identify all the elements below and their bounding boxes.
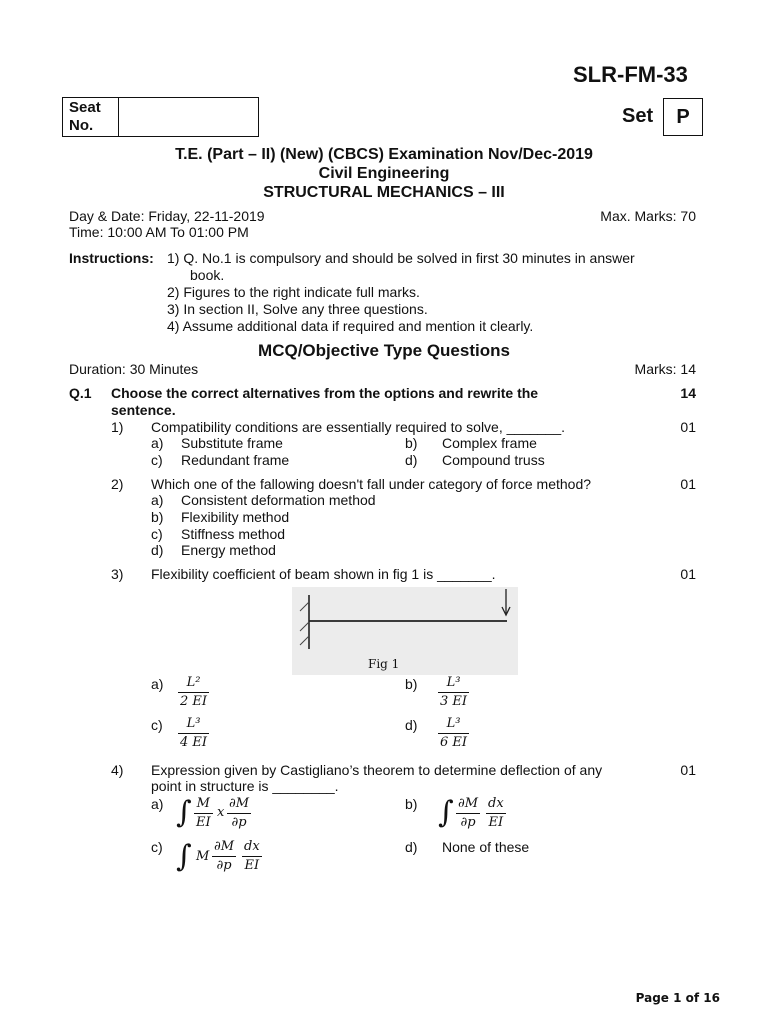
- question-2-option-b-label: b): [151, 509, 164, 525]
- question-3-option-b-fraction: [438, 674, 469, 711]
- seat-label-line2: No.: [69, 117, 94, 134]
- question-4-option-c-fraction-1: [212, 838, 236, 875]
- question-3-option-c-fraction: [178, 715, 209, 752]
- fraction-numerator: dx: [244, 839, 260, 854]
- section-heading: MCQ/Objective Type Questions: [258, 341, 510, 360]
- question-2-text: Which one of the fallowing doesn't fall under category of force method?: [151, 476, 592, 492]
- fraction-numerator: ∂M: [214, 839, 235, 854]
- q1-marks: 14: [680, 385, 696, 401]
- fraction-denominator: 6 EI: [440, 735, 468, 750]
- question-1-marks: 01: [680, 419, 696, 435]
- moment-m: M: [196, 849, 210, 864]
- cantilever-figure: [292, 587, 518, 675]
- fraction-denominator: ∂p: [456, 813, 480, 832]
- support-hatch-3: [300, 636, 309, 645]
- fraction-denominator: ∂p: [212, 856, 236, 875]
- set-label: Set: [622, 105, 654, 127]
- question-4-number: 4): [111, 762, 124, 778]
- question-4-option-b-fraction-1: [456, 795, 480, 832]
- fraction-denominator: 3 EI: [440, 694, 468, 709]
- multiply-x: x: [217, 805, 225, 820]
- question-4-option-a-fraction-1: [194, 795, 213, 832]
- max-marks: Max. Marks: 70: [600, 208, 696, 224]
- question-3-text: Flexibility coefficient of beam shown in fig 1 is _______.: [151, 566, 496, 582]
- question-1-text: Compatibility conditions are essentially required to solve, _______.: [151, 419, 566, 435]
- department-title: Civil Engineering: [318, 165, 450, 182]
- q1-text-line1: Choose the correct alternatives from the options and rewrite the: [111, 385, 539, 401]
- fraction-denominator: ∂p: [227, 813, 251, 832]
- seat-number-box: [62, 97, 259, 137]
- set-value-box: [663, 98, 703, 136]
- question-2-option-a: Consistent deformation method: [181, 492, 376, 508]
- question-2-marks: 01: [680, 476, 696, 492]
- section-duration: Duration: 30 Minutes: [69, 361, 199, 377]
- support-hatch-1: [300, 602, 309, 611]
- question-4-option-c-fraction-2: [242, 838, 262, 875]
- question-2-number: 2): [111, 476, 124, 492]
- page-number: Page 1 of 16: [635, 991, 720, 1005]
- question-2-option-c: Stiffness method: [181, 526, 286, 542]
- instruction-1-cont: book.: [190, 267, 225, 283]
- cantilever-beam-diagram: [292, 587, 518, 675]
- question-3-option-c-label: c): [151, 717, 163, 733]
- question-4-option-b-fraction-2: [486, 795, 506, 832]
- question-4-option-c-label: c): [151, 839, 163, 855]
- integral-symbol: ∫: [176, 839, 192, 874]
- question-4-text-line1: Expression given by Castigliano’s theorem to determine deflection of any: [151, 762, 603, 778]
- instruction-2: 2) Figures to the right indicate full marks.: [167, 284, 420, 300]
- fraction-denominator: EI: [196, 815, 211, 830]
- question-3-marks: 01: [680, 566, 696, 582]
- seat-label: [63, 98, 119, 136]
- fraction-denominator: EI: [242, 856, 262, 875]
- question-2-option-d-label: d): [151, 542, 164, 558]
- question-1-option-c-label: c): [151, 452, 163, 468]
- question-3-option-d-fraction: [438, 715, 469, 752]
- question-4-text-line2: point in structure is ________.: [151, 778, 339, 794]
- question-2-option-d: Energy method: [181, 542, 276, 558]
- instruction-4: 4) Assume additional data if required and mention it clearly.: [167, 318, 534, 334]
- subject-title: STRUCTURAL MECHANICS – III: [263, 184, 505, 201]
- fraction-denominator: EI: [486, 813, 506, 832]
- paper-code: SLR-FM-33: [573, 62, 688, 87]
- question-1-option-a-label: a): [151, 435, 164, 451]
- support-hatch-2: [300, 622, 309, 631]
- fraction-numerator: L³: [186, 716, 201, 731]
- question-4-marks: 01: [680, 762, 696, 778]
- fraction-numerator: L²: [186, 675, 201, 690]
- integral-symbol: ∫: [438, 795, 454, 830]
- question-2-option-b: Flexibility method: [181, 509, 290, 525]
- question-4-option-b-label: b): [405, 796, 418, 812]
- fraction-numerator: M: [196, 796, 210, 811]
- seat-number-field[interactable]: [120, 98, 258, 136]
- q1-text-line2: sentence.: [111, 402, 176, 418]
- question-1-option-d-label: d): [405, 452, 418, 468]
- instruction-3: 3) In section II, Solve any three questions.: [167, 301, 428, 317]
- question-1-option-a: Substitute frame: [181, 435, 283, 451]
- fraction-numerator: ∂M: [229, 796, 250, 811]
- set-value: P: [676, 106, 690, 128]
- instructions-label: Instructions:: [69, 250, 154, 266]
- fraction-numerator: dx: [488, 796, 504, 811]
- question-1-option-b: Complex frame: [442, 435, 537, 451]
- fraction-denominator: 2 EI: [180, 694, 208, 709]
- question-1-number: 1): [111, 419, 124, 435]
- question-2-option-a-label: a): [151, 492, 164, 508]
- fraction-numerator: L³: [446, 675, 461, 690]
- question-4-option-d: None of these: [442, 839, 530, 855]
- question-3-number: 3): [111, 566, 124, 582]
- question-1-option-c: Redundant frame: [181, 452, 290, 468]
- question-2-option-c-label: c): [151, 526, 163, 542]
- day-date: Day & Date: Friday, 22-11-2019: [69, 208, 265, 224]
- exam-time: Time: 10:00 AM To 01:00 PM: [69, 224, 249, 240]
- q1-number: Q.1: [69, 385, 92, 401]
- question-1-option-d: Compound truss: [442, 452, 545, 468]
- seat-label-line1: Seat: [69, 99, 101, 116]
- exam-title: T.E. (Part – II) (New) (CBCS) Examination Nov/Dec-2019: [175, 146, 593, 163]
- question-3-option-a-label: a): [151, 676, 164, 692]
- fraction-numerator: ∂M: [458, 796, 479, 811]
- fraction-numerator: L³: [446, 716, 461, 731]
- question-4-option-a-fraction-2: [227, 795, 251, 832]
- fraction-denominator: 4 EI: [180, 735, 208, 750]
- instruction-1: 1) Q. No.1 is compulsory and should be solved in first 30 minutes in answer: [167, 250, 635, 266]
- question-4-option-d-label: d): [405, 839, 418, 855]
- question-3-option-b-label: b): [405, 676, 418, 692]
- question-3-option-a-fraction: [178, 674, 209, 711]
- question-3-option-d-label: d): [405, 717, 418, 733]
- integral-symbol: ∫: [176, 795, 192, 830]
- figure-caption: Fig 1: [368, 657, 400, 671]
- section-marks: Marks: 14: [634, 361, 696, 377]
- question-4-option-a-label: a): [151, 796, 164, 812]
- question-1-option-b-label: b): [405, 435, 418, 451]
